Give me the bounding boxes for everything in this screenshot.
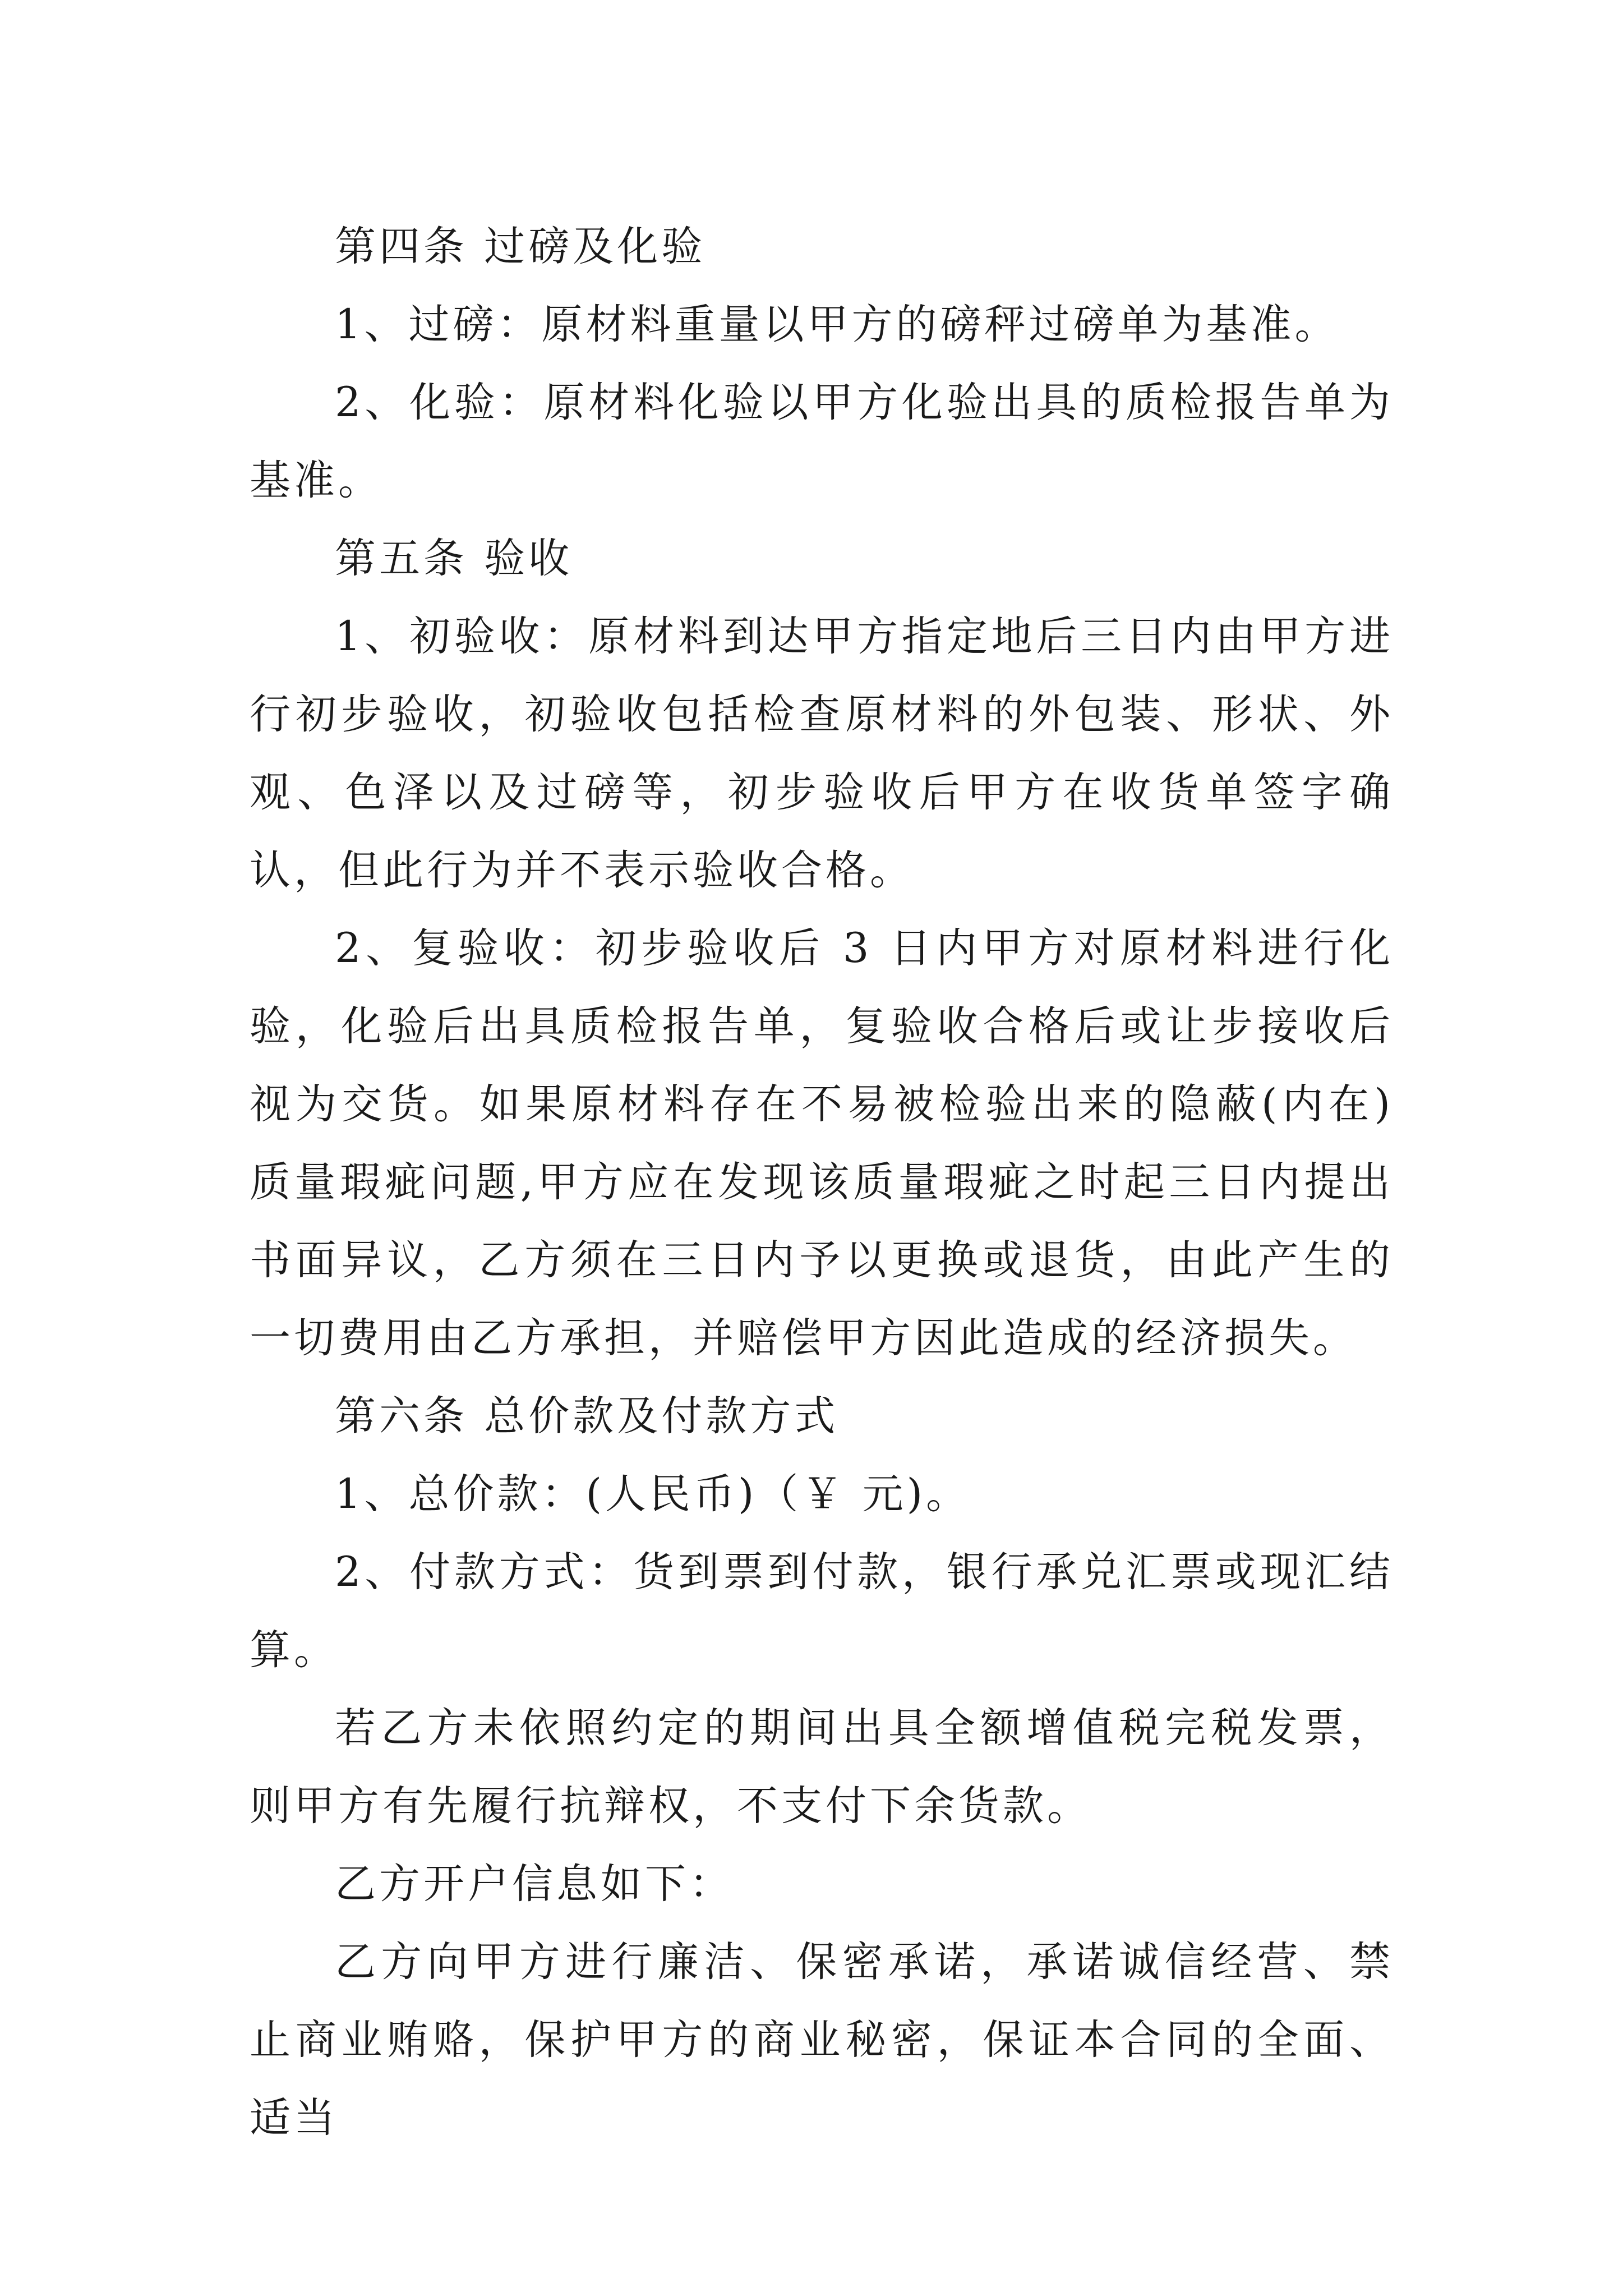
document-body — [250, 208, 1394, 2157]
article-4-heading: 第四条 过磅及化验 — [335, 223, 706, 270]
bank-info-paragraph: 乙方开户信息如下： — [335, 1860, 734, 1908]
article-6-clause-1: 1、总价款：(人民币)（￥ 元)。 — [335, 1470, 971, 1518]
article-4-clause-1: 1、过磅：原材料重量以甲方的磅秤过磅单为基准。 — [335, 301, 1339, 348]
article-6-heading: 第六条 总价款及付款方式 — [335, 1392, 839, 1440]
article-5-clause-2: 2、复验收：初步验收后 3 日内甲方对原材料进行化验，化验后出具质检报告单，复验收合格后或让步接收后视为交货。如果原材料存在不易被检验出来的隐蔽(内在)质量瑕疵问题,甲方应在发现该质量瑕疵之时起三日内提出书面异议，乙方须在三日内予以更换或退货，由此产生的一切费用由乙方承担，并赔偿甲方因此造成的经济损失。 — [250, 924, 1394, 1362]
article-4-clause-2: 2、化验：原材料化验以甲方化验出具的质检报告单为基准。 — [250, 379, 1394, 504]
article-5-heading: 第五条 验收 — [335, 535, 573, 582]
article-6-clause-2: 2、付款方式：货到票到付款，银行承兑汇票或现汇结算。 — [250, 1548, 1394, 1674]
invoice-paragraph: 若乙方未依照约定的期间出具全额增值税完税发票，则甲方有先履行抗辩权，不支付下余货款。 — [250, 1704, 1394, 1830]
integrity-paragraph: 乙方向甲方进行廉洁、保密承诺，承诺诚信经营、禁止商业贿赂，保护甲方的商业秘密，保证本合同的全面、适当 — [250, 1938, 1394, 2142]
article-5-clause-1: 1、初验收：原材料到达甲方指定地后三日内由甲方进行初步验收，初验收包括检查原材料的外包装、形状、外观、色泽以及过磅等，初步验收后甲方在收货单签字确认，但此行为并不表示验收合格。 — [250, 613, 1394, 894]
